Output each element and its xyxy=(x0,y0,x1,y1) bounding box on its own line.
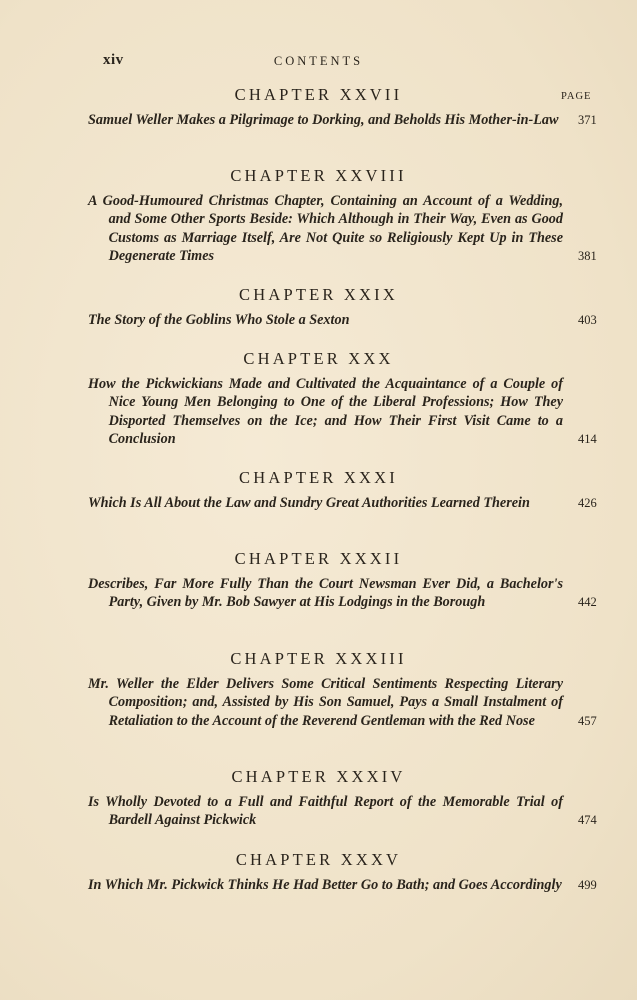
toc-entry-chapter-29 xyxy=(0,285,637,329)
chapter-heading: CHAPTER XXX xyxy=(243,349,394,368)
chapter-title xyxy=(88,111,597,129)
chapter-heading: CHAPTER XXVIII xyxy=(230,166,407,185)
chapter-heading: CHAPTER XXIX xyxy=(239,285,398,304)
chapter-title xyxy=(88,876,597,894)
chapter-title-text: Samuel Weller Makes a Pilgrimage to Dorking, and Beholds His Mother-in-Law xyxy=(88,112,559,128)
toc-entry-chapter-27 xyxy=(0,85,637,129)
chapter-title xyxy=(88,375,597,449)
chapter-title xyxy=(88,311,597,329)
running-head-title: CONTENTS xyxy=(273,54,364,68)
toc-entry-chapter-31 xyxy=(0,468,637,512)
page-column-label: PAGE xyxy=(561,91,592,102)
toc-entry-chapter-32 xyxy=(0,549,637,612)
chapter-heading: CHAPTER XXXII xyxy=(234,549,403,568)
chapter-title xyxy=(88,575,597,612)
chapter-title xyxy=(88,793,597,830)
chapter-heading: CHAPTER XXXI xyxy=(239,468,398,487)
chapter-title xyxy=(88,192,597,266)
chapter-heading: CHAPTER XXVII xyxy=(234,85,403,104)
toc-entry-chapter-34 xyxy=(0,767,637,830)
page-number: 371 xyxy=(578,113,597,127)
page-folio: xiv xyxy=(103,52,124,68)
page-number: 474 xyxy=(578,813,597,828)
chapter-title-text: Which Is All About the Law and Sundry Great Authorities Learned Therein xyxy=(88,495,530,511)
page-number: 442 xyxy=(578,595,597,610)
chapter-title xyxy=(88,675,597,730)
toc-entry-chapter-30 xyxy=(0,349,637,449)
page-number: 457 xyxy=(578,713,597,728)
chapter-heading: CHAPTER XXXV xyxy=(235,850,402,869)
chapter-heading: CHAPTER XXXIII xyxy=(230,649,407,668)
chapter-title-text: A Good-Humoured Christmas Chapter, Containing an Account of a Wedding, and Some Other Sports Beside: Which Although in Their Way, Even as Good Customs as Marriage Itself, Are Not Quite so Religiously Kept Up in These Degenerate Times xyxy=(88,193,563,265)
chapter-heading: CHAPTER XXXIV xyxy=(231,767,406,786)
chapter-title-text: Describes, Far More Fully Than the Court Newsman Ever Did, a Bachelor's Party, Given by Mr. Bob Sawyer at His Lodgings in the Borough xyxy=(88,576,563,611)
chapter-title xyxy=(88,494,597,512)
chapter-title-text: Mr. Weller the Elder Delivers Some Critical Sentiments Respecting Literary Composition; and, Assisted by His Son Samuel, Pays a Small Instalment of Retaliation to the Account of the Reverend Gentleman with the Red Nose xyxy=(88,676,563,729)
chapter-title-text: The Story of the Goblins Who Stole a Sexton xyxy=(88,312,350,328)
page-number: 403 xyxy=(578,313,597,327)
page-number: 381 xyxy=(578,249,597,264)
toc-entry-chapter-28 xyxy=(0,166,637,266)
chapter-title-text: Is Wholly Devoted to a Full and Faithful Report of the Memorable Trial of Bardell Against Pickwick xyxy=(88,794,563,829)
chapter-title-text: How the Pickwickians Made and Cultivated the Acquaintance of a Couple of Nice Young Men Belonging to One of the Liberal Professions; How They Disported Themselves on the Ice; and How Their First Visit Came to a Conclusion xyxy=(88,376,563,448)
running-head xyxy=(0,52,637,72)
page-number: 499 xyxy=(578,878,597,892)
toc-entry-chapter-35 xyxy=(0,850,637,894)
page-number: 414 xyxy=(578,432,597,447)
toc-entry-chapter-33 xyxy=(0,649,637,730)
chapter-title-text: In Which Mr. Pickwick Thinks He Had Better Go to Bath; and Goes Accordingly xyxy=(88,877,562,893)
page-number: 426 xyxy=(578,496,597,510)
